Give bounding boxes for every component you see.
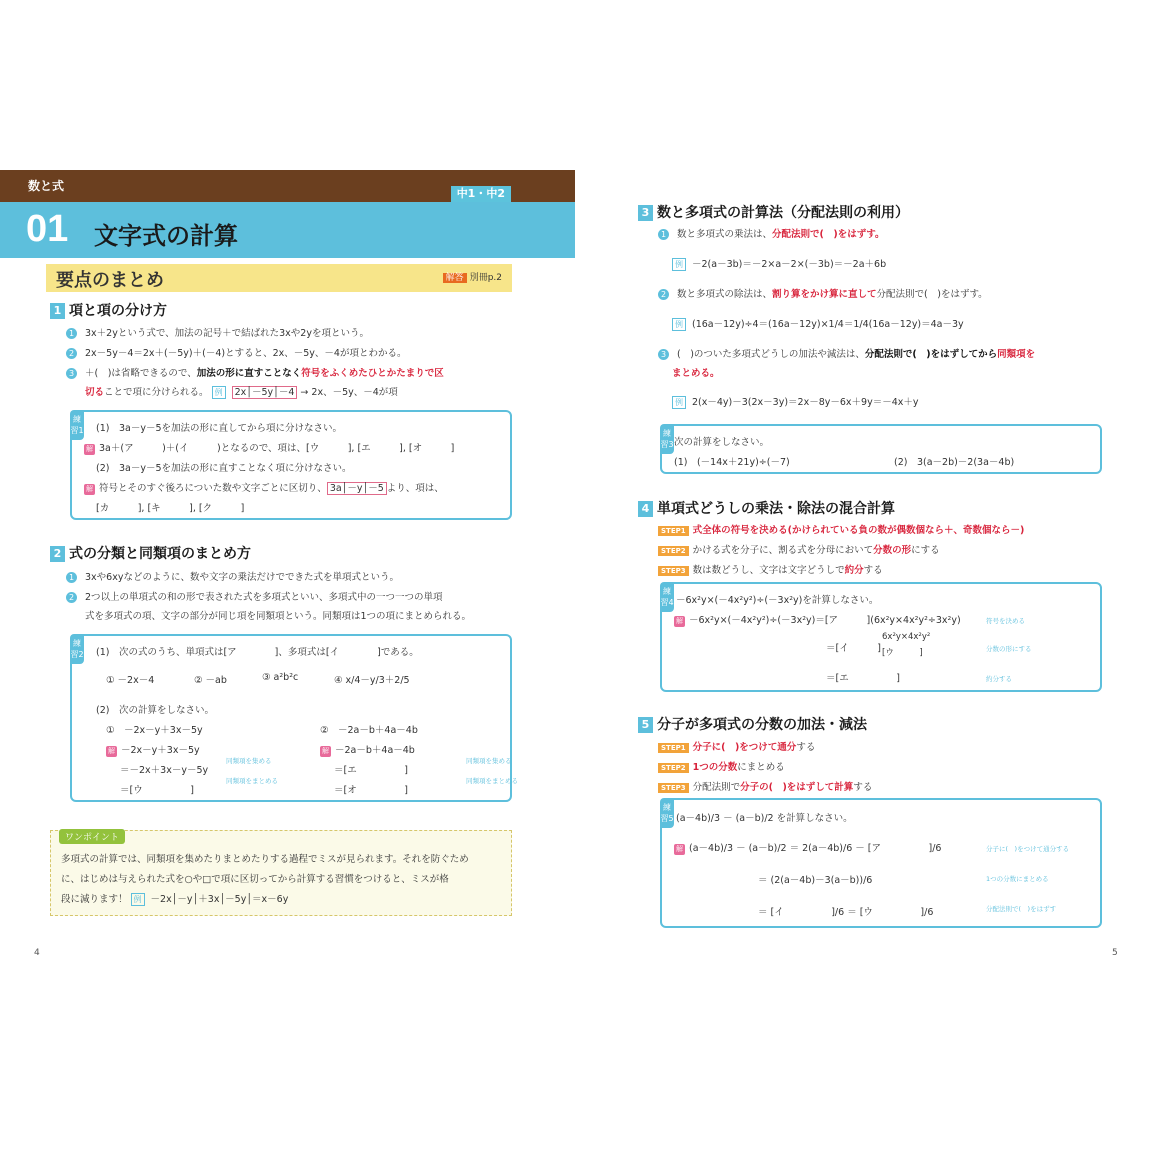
practice-box-5: 練習5 (a－4b)/3 － (a－b)/2 を計算しなさい。 解 (a－4b)/3 － (a－b)/2 ＝ 2(a－4b)/6 － [ア ]/6 ＝ (2(a－4b)－3(a－b))/6 ＝ [イ ]/6 ＝ [ウ ]/6 分子に( )をつけて通分する 1つの分数にまとめる 分配法則で( )をはずす: [660, 798, 1102, 928]
answer-ref-text: 別冊p.2: [469, 273, 502, 283]
tip-tag: ワンポイント: [59, 829, 125, 844]
list-item: 切ることで項に分けられる。 例 2x│－5y│－4 → 2x、－5y、－4が項: [85, 387, 398, 398]
list-item: 2 2x－5y－4＝2x＋(－5y)＋(－4)とすると、2x、－5y、－4が項とわかる。: [66, 345, 406, 359]
section-4-heading: [638, 498, 895, 518]
lesson-title: 文字式の計算: [94, 222, 238, 250]
section-number: 4: [638, 501, 653, 517]
answer-reference: [443, 270, 502, 283]
summary-title: 要点のまとめ: [56, 270, 164, 291]
chapter-label: 数と式: [28, 179, 65, 193]
practice-tab: 練習3: [660, 424, 674, 454]
list-item: 1 3xや6xyなどのように、数や文字の乗法だけでできた式を単項式という。: [66, 569, 399, 583]
page-number: 5: [1112, 948, 1118, 958]
example-3: 例 2(x－4y)－3(2x－3y)＝2x－8y－6x＋9y＝－4x＋y: [672, 394, 919, 409]
section-title: 分子が多項式の分数の加法・減法: [657, 717, 867, 733]
list-item: 3 ( )のついた多項式どうしの加法や減法は、分配法則で( )をはずしてから同類項を: [658, 346, 1035, 360]
section-5-heading: [638, 714, 867, 734]
section-title: 数と多項式の計算法（分配法則の利用）: [657, 205, 909, 221]
practice-tab: 練習5: [660, 798, 674, 828]
practice-box-3: 練習3 次の計算をしなさい。 (1) (－14x＋21y)÷(－7) (2) 3(a－2b)－2(3a－4b): [660, 424, 1102, 474]
list-item: 3 ＋( )は省略できるので、加法の形に直すことなく符号をふくめたひとかたまりで区: [66, 365, 444, 379]
practice-box-2: 練習2 (1) 次の式のうち、単項式は[ア ]、多項式は[イ ]である。 ① －2x－4 ② －ab ③ a²b²c ④ x/4－y/3＋2/5 (2) 次の計算をしなさい。 ① －2x－y＋3x－5y ② －2a－b＋4a－4b 解 －2x－y＋3x－5y ＝－2x＋3x－y－5y ＝[ウ ] 解 －2a－b＋4a－4b ＝[エ ] ＝[オ ] 同類項を集める 同類項をまとめる 同類項を集める 同類項をまとめる: [70, 634, 512, 802]
example-1: 例 －2(a－3b)＝－2×a－2×(－3b)＝－2a＋6b: [672, 256, 886, 271]
list-item: 1 3x＋2yという式で、加法の記号＋で結ばれた3xや2yを項という。: [66, 325, 369, 339]
section-number: 5: [638, 717, 653, 733]
section-3-heading: [638, 202, 909, 222]
practice-tab: 練習2: [70, 634, 84, 664]
practice-box-1: 練習1 (1) 3a－y－5を加法の形に直してから項に分けなさい。 解 3a＋(ア )＋(イ )となるので、項は、[ウ ], [エ ], [オ ] (2) 3a－y－5を加法の形に直すことなく項に分けなさい。 解 符号とそのすぐ後ろについた数や文字ごとに区切り、 3a│－y│－5 より、項は、 [カ ], [キ ], [ク ]: [70, 410, 512, 520]
practice-tab: 練習1: [70, 410, 84, 440]
section-title: 単項式どうしの乗法・除法の混合計算: [657, 501, 895, 517]
section-2-heading: [50, 543, 251, 563]
section-number: 3: [638, 205, 653, 221]
answer-chip: 解答: [443, 273, 467, 283]
page-number: 4: [34, 948, 40, 958]
practice-box-4: 練習4 －6x²y×(－4x²y²)÷(－3x²y)を計算しなさい。 解 －6x²y×(－4x²y²)÷(－3x²y)＝[ア ](6x²y×4x²y²÷3x²y) ＝[イ ] 6x²y×4x²y² [ウ ] ＝[エ ] 符号を決める 分数の形にする 約分する: [660, 582, 1102, 692]
right-page: 3 数と多項式の計算法（分配法則の利用） 1 数と多項式の乗法は、分配法則で( )をはずす。 例 －2(a－3b)＝－2×a－2×(－3b)＝－2a＋6b 2 数と多項式の除法は、割り算をかけ算に直して分配法則で( )をはずす。 例 (16a－12y)÷4＝(16a－12y)×1/4＝1/4(16a－12y)＝4a－3y 3 ( )のついた多項式どうしの加法や減法は、分配法則で( )をはずしてから同類項を まとめる。 例 2(x－4y)－3(2x－3y)＝2x－8y－6x＋9y＝－4x＋y 練習3 次の計算をしなさい。 (1) (－14x＋21y)÷(－7) (2) 3(a－2b)－2(3a－4b) 4 単項式どうしの乗法・除法の混合計算 STEP1 式全体の符号を決める(かけられている負の数が偶数個なら＋、奇数個なら－) STEP2 かける式を分子に、割る式を分母において分数の形にする STEP3 数は数どうし、文字は文字どうしで約分する 練習4 －6x²y×(－4x²y²)÷(－3x²y)を計算しなさい。 解 －6x²y×(－4x²y²)÷(－3x²y)＝[ア ](6x²y×4x²y²÷3x²y) ＝[イ ] 6x²y×4x²y² [ウ ] ＝[エ ] 符号を決める 分数の形にする 約分する 5 分子が多項式の分数の加法・減法 STEP1 分子に( )をつけて通分する STEP2 1つの分数にまとめる STEP3 分配法則で分子の( )をはずして計算する 練習5 (a－4b)/3 － (a－b)/2 を計算しなさい。 解 (a－4b)/3 － (a－b)/2 ＝ 2(a－4b)/6 － [ア ]/6 ＝ (2(a－4b)－3(a－b))/6 ＝ [イ ]/6 ＝ [ウ ]/6 分子に( )をつけて通分する 1つの分数にまとめる 分配法則で( )をはずす 5: [600, 170, 1150, 970]
list-item: 2 数と多項式の除法は、割り算をかけ算に直して分配法則で( )をはずす。: [658, 286, 988, 300]
left-page: [0, 170, 575, 970]
list-item: 1 数と多項式の乗法は、分配法則で( )をはずす。: [658, 226, 884, 240]
section-number: 1: [50, 303, 65, 319]
section-number: 2: [50, 546, 65, 562]
list-item: 2 2つ以上の単項式の和の形で表された式を多項式といい、多項式中の一つ一つの単項: [66, 589, 443, 603]
grade-badge: 中1・中2: [451, 186, 511, 202]
list-item: 式を多項式の項、文字の部分が同じ項を同類項という。同類項は1つの項にまとめられる。: [85, 611, 472, 622]
section-1-heading: [50, 300, 167, 320]
section-title: 式の分類と同類項のまとめ方: [69, 546, 251, 562]
tip-box: ワンポイント 多項式の計算では、同類項を集めたりまとめたりする過程でミスが見られます。それを防ぐため に、はじめは与えられた式を○や□で項に区切ってから計算する習慣をつけると、ミスが格 段に減ります！ 例 －2x│－y│＋3x│－5y│＝x－6y: [50, 830, 512, 916]
summary-band: [46, 264, 512, 292]
example-2: 例 (16a－12y)÷4＝(16a－12y)×1/4＝1/4(16a－12y)＝4a－3y: [672, 316, 964, 331]
section-title: 項と項の分け方: [69, 303, 167, 319]
title-band: [0, 202, 575, 258]
practice-tab: 練習4: [660, 582, 674, 612]
lesson-number: 01: [26, 208, 69, 250]
